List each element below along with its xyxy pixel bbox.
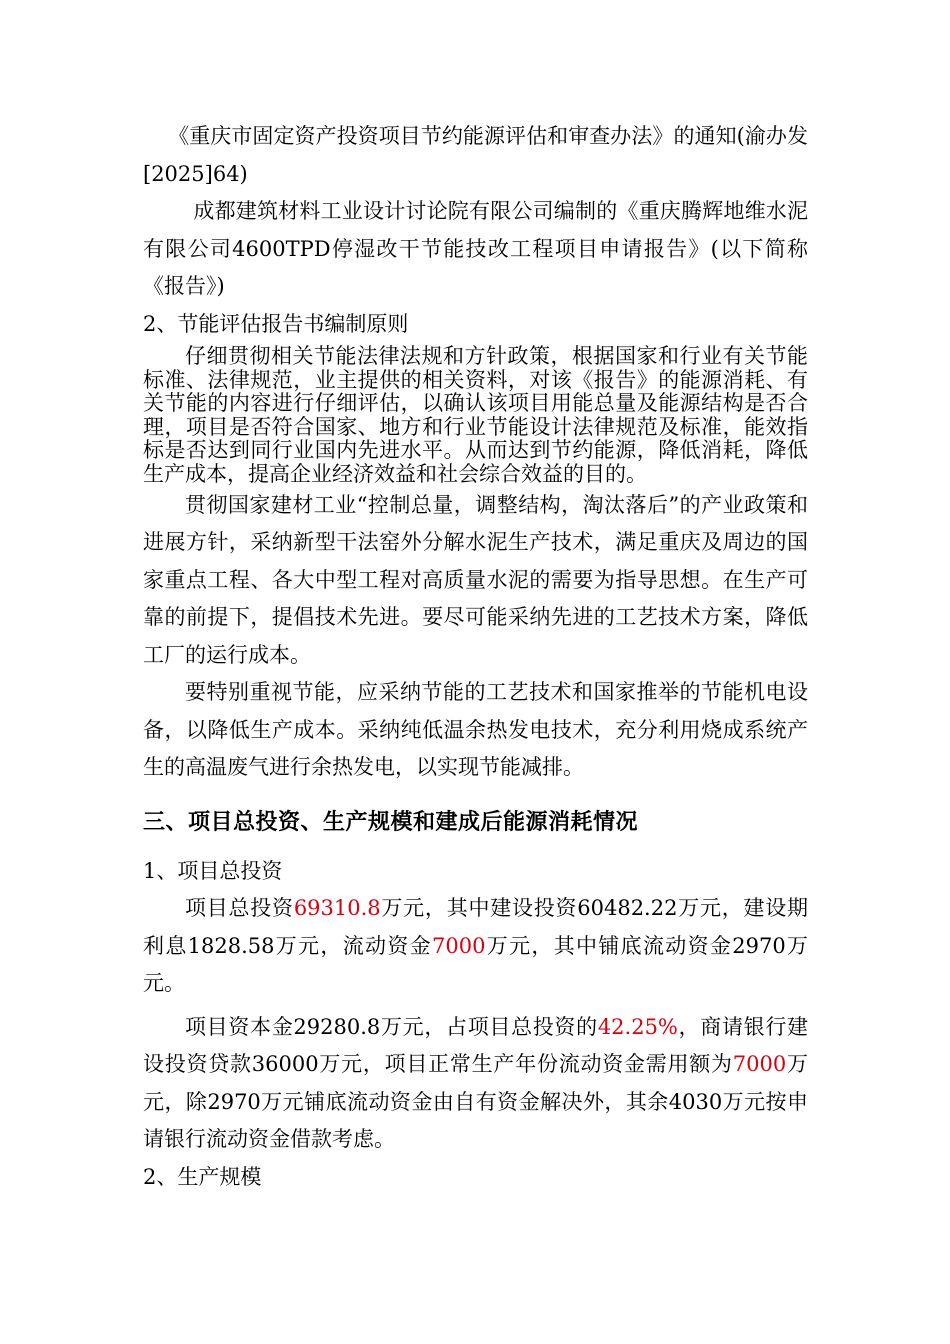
section-heading-investment: 三、项目总投资、生产规模和建成后能源消耗情况 [143,809,639,835]
text-segment: 万元，除2970万元铺底流动资金由自有资金解决外，其余4030万元按申请银行流动资金借款考虑。 [143,1052,808,1152]
document-page [143,118,808,1196]
text-segment: 万元，其中铺底流动资金2970万元。 [143,933,808,996]
paragraph-principles: 仔细贯彻相关节能法律法规和方针政策，根据国家和行业有关节能标准、法律规范，业主提供的相关资料，对该《报告》的能源消耗、有关节能的内容进行仔细评估，以确认该项目用能总量及能源结构是否合理，项目是否符合国家、地方和行业节能设计法律规范及标准，能效指标是否达到同行业国内先进水平。从而达到节约能源，降低消耗，降低生产成本，提高企业经济效益和社会综合效益的目的。 [143,344,808,486]
text-segment: 项目总投资 [185,896,294,921]
text-segment: ，商请银行建设投资贷款36000万元，项目正常生产年份流动资金需用额为 [143,1014,809,1077]
highlight-liquid-funds: 7000 [432,933,486,958]
paragraph-total-investment [143,890,808,1003]
paragraph-capital [143,1009,808,1159]
reference-report: 成都建筑材料工业设计讨论院有限公司编制的《重庆腾辉地维水泥有限公司4600TPD停湿改干节能技改工程项目申请报告》(以下简称《报告》) [143,199,808,298]
subheading-production-scale: 2、生产规模 [143,1164,262,1189]
subheading-principles: 2、节能评估报告书编制原则 [143,311,409,336]
paragraph-energy-saving: 要特别重视节能，应采纳节能的工艺技术和国家推举的节能机电设备，以降低生产成本。采纳纯低温余热发电技术，充分利用烧成系统产生的高温废气进行余热发电，以实现节能减排。 [143,680,808,780]
paragraph-policy: 贯彻国家建材工业“控制总量，调整结构，淘汰落后”的产业政策和进展方针，采纳新型干法窑外分解水泥生产技术，满足重庆及周边的国家重点工程、各大中型工程对高质量水泥的需要为指导思想。在生产可靠的前提下，提倡技术先进。要尽可能采纳先进的工艺技术方案，降低工厂的运行成本。 [143,492,808,667]
subheading-total-investment: 1、项目总投资 [143,858,283,883]
highlight-liquid-funds-need: 7000 [732,1052,787,1077]
highlight-capital-ratio: 42.25% [597,1014,678,1039]
text-segment: 万元，其中建设投资60482.22万元，建设期利息1828.58万元，流动资金 [143,896,809,958]
text-segment: 项目资本金29280.8万元，占项目总投资的 [185,1014,598,1039]
reference-notice: 《重庆市固定资产投资项目节约能源评估和审查办法》的通知(渝办发[2025]64) [143,124,808,186]
highlight-total-investment: 69310.8 [293,896,381,921]
